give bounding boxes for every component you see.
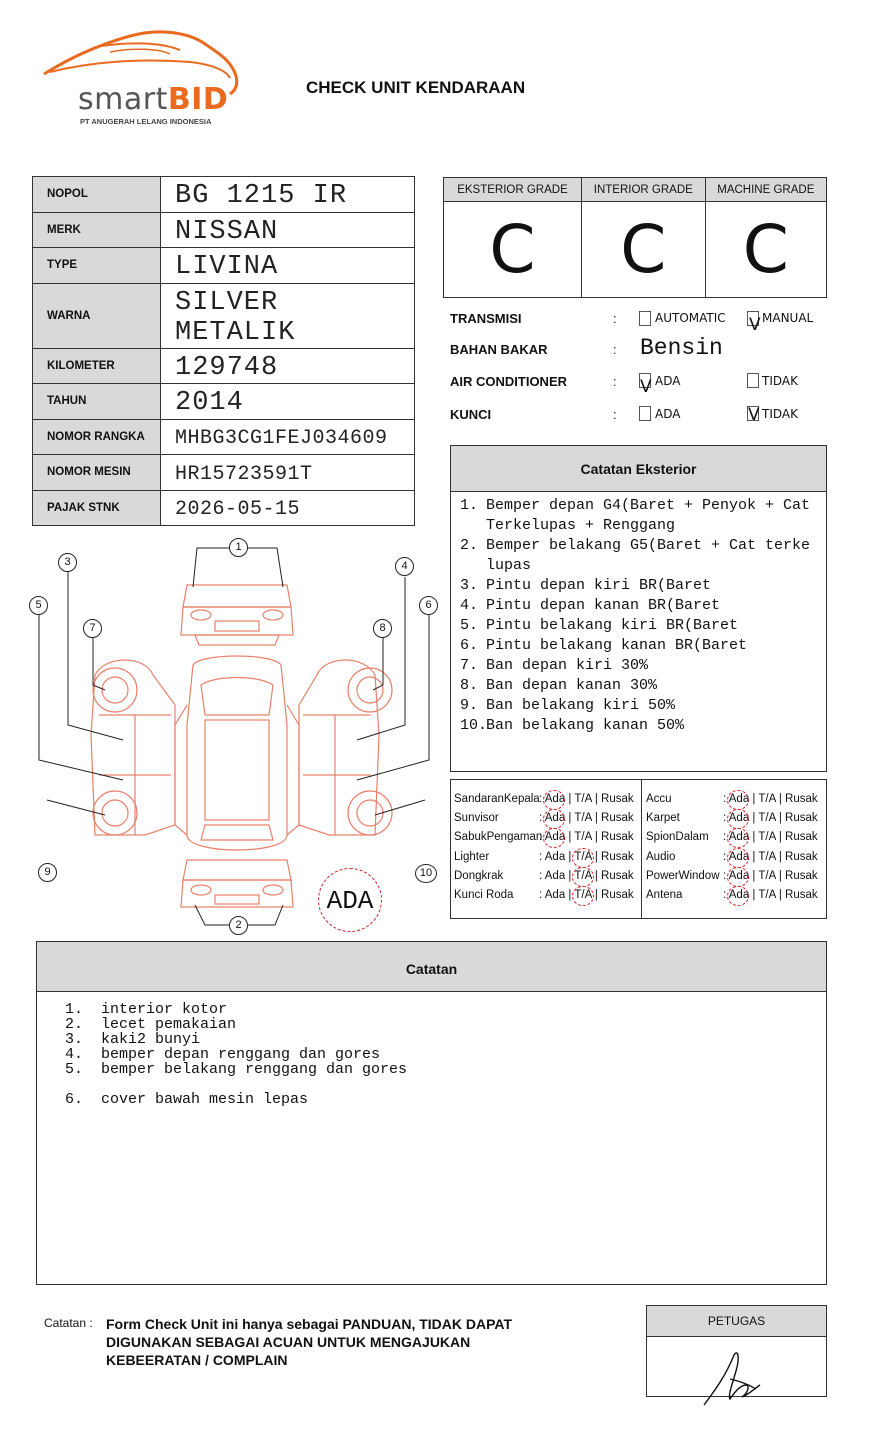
selection-circle-icon	[543, 790, 565, 810]
vehicle-info-row	[33, 177, 415, 213]
accessory-row	[646, 889, 824, 908]
list-item	[460, 676, 826, 696]
accessory-options: : Ada | T/A | Rusak	[539, 869, 634, 882]
list-item	[65, 1017, 826, 1032]
list-item	[65, 1047, 826, 1062]
selection-circle-icon	[727, 867, 749, 887]
item-text: Pintu belakang kanan BR(Baret	[486, 637, 748, 654]
vehicle-field-label: NOMOR RANGKA	[33, 419, 161, 455]
exterior-notes-list	[451, 492, 826, 736]
vehicle-field-label: NOPOL	[33, 177, 161, 213]
vehicle-field-value: MHBG3CG1FEJ034609	[161, 419, 415, 455]
vehicle-field-value: SILVER METALIK	[161, 283, 415, 348]
car-damage-diagram	[25, 535, 445, 940]
list-item	[65, 1092, 826, 1107]
accessory-name: Accu	[646, 793, 672, 805]
list-item	[460, 496, 826, 536]
selection-circle-icon	[727, 809, 749, 829]
callout-marker: 7	[83, 619, 102, 638]
transmission-label: TRANSMISI	[450, 311, 522, 326]
accessory-row	[454, 812, 640, 831]
vehicle-field-value: HR15723591T	[161, 455, 415, 491]
vehicle-info-row	[33, 212, 415, 248]
vehicle-field-value: NISSAN	[161, 212, 415, 248]
colon: :	[613, 407, 617, 422]
selection-circle-icon	[572, 886, 594, 906]
key-tidak-label: TIDAK	[762, 407, 798, 421]
item-text: kaki2 bunyi	[101, 1031, 201, 1048]
item-text: bemper depan renggang dan gores	[101, 1046, 381, 1063]
page-title: CHECK UNIT KENDARAAN	[306, 78, 526, 97]
fuel-value: Bensin	[640, 335, 723, 361]
accessory-options: : Ada | T/A | Rusak	[539, 793, 634, 805]
selection-circle-icon	[727, 790, 749, 810]
ac-tidak-label: TIDAK	[762, 374, 798, 388]
list-item	[460, 636, 826, 656]
vehicle-info-row	[33, 348, 415, 384]
item-text: bemper belakang renggang dan gores	[101, 1061, 408, 1078]
item-number: 3.	[460, 577, 479, 594]
item-number: 5.	[65, 1061, 84, 1078]
vehicle-info-row	[33, 384, 415, 420]
item-number: 4.	[65, 1046, 84, 1063]
list-item	[460, 536, 826, 576]
logo-wordmark: smartBID	[78, 82, 229, 117]
item-text: interior kotor	[101, 1001, 228, 1018]
list-item	[460, 616, 826, 636]
selection-circle-icon	[543, 828, 565, 848]
vehicle-field-value: BG 1215 IR	[161, 177, 415, 213]
ac-ada-label: ADA	[655, 374, 681, 388]
vehicle-field-label: MERK	[33, 212, 161, 248]
vehicle-field-value: 2026-05-15	[161, 490, 415, 526]
vehicle-info-row	[33, 248, 415, 284]
accessory-options: : Ada | T/A | Rusak	[539, 812, 634, 825]
selection-circle-icon	[572, 867, 594, 887]
interior-grade-header: INTERIOR GRADE	[581, 178, 705, 202]
fuel-label: BAHAN BAKAR	[450, 342, 548, 357]
callout-marker: 9	[38, 863, 57, 882]
signature-icon	[690, 1345, 770, 1410]
accessory-name: PowerWindow	[646, 869, 720, 882]
notes-panel	[36, 941, 827, 1285]
notes-title: Catatan	[37, 942, 826, 992]
vehicle-field-value: 129748	[161, 348, 415, 384]
footer-label: Catatan :	[44, 1316, 93, 1330]
accessory-name: SabukPengaman	[454, 831, 543, 844]
selection-circle-icon	[727, 848, 749, 868]
vehicle-field-label: PAJAK STNK	[33, 490, 161, 526]
accessory-row	[454, 793, 640, 812]
key-label: KUNCI	[450, 407, 492, 422]
vehicle-field-value: LIVINA	[161, 248, 415, 284]
item-number: 9.	[460, 697, 479, 714]
callout-marker: 4	[395, 557, 414, 576]
automatic-label: AUTOMATIC	[655, 311, 726, 325]
item-text: Ban depan kiri 30%	[486, 657, 649, 674]
callout-marker: 6	[419, 596, 438, 615]
vehicle-info-row	[33, 455, 415, 491]
item-text: Bemper belakang G5(Baret + Cat terke lupas	[486, 537, 811, 574]
ada-stamp: ADA	[318, 868, 382, 932]
item-text: Ban depan kanan 30%	[486, 677, 658, 694]
accessory-options: : Ada | T/A | Rusak	[539, 889, 634, 901]
vehicle-field-value: 2014	[161, 384, 415, 420]
item-text: Pintu depan kiri BR(Baret	[486, 577, 712, 594]
check-mark-icon: V	[749, 315, 761, 335]
colon: :	[613, 374, 617, 389]
item-text: lecet pemakaian	[101, 1016, 237, 1033]
vehicle-field-label: WARNA	[33, 283, 161, 348]
accessory-options: : Ada | T/A | Rusak	[723, 812, 818, 825]
item-text: Bemper depan G4(Baret + Penyok + Cat Terkelupas + Renggang	[486, 497, 811, 534]
accessory-name: Dongkrak	[454, 869, 504, 882]
manual-label: MANUAL	[762, 311, 814, 325]
interior-grade-value: C	[581, 202, 705, 298]
callout-marker: 3	[58, 553, 77, 572]
accessory-options: : Ada | T/A | Rusak	[723, 850, 818, 863]
list-item	[460, 696, 826, 716]
ac-label: AIR CONDITIONER	[450, 374, 567, 389]
selection-circle-icon	[543, 809, 565, 829]
exterior-notes-title: Catatan Eksterior	[451, 446, 826, 492]
callout-marker: 5	[29, 596, 48, 615]
vehicle-info-row	[33, 419, 415, 455]
accessory-name: Audio	[646, 850, 676, 863]
item-text: Pintu belakang kiri BR(Baret	[486, 617, 739, 634]
item-number: 1.	[65, 1001, 84, 1018]
colon: :	[613, 342, 617, 357]
accessory-name: SandaranKepala	[454, 793, 540, 805]
callout-marker: 1	[229, 538, 248, 557]
item-text: Ban belakang kanan 50%	[486, 717, 685, 734]
officer-title: PETUGAS	[647, 1306, 826, 1337]
vehicle-field-label: TYPE	[33, 248, 161, 284]
selection-circle-icon	[572, 848, 594, 868]
selection-circle-icon	[727, 828, 749, 848]
selection-circle-icon	[727, 886, 749, 906]
accessory-name: Sunvisor	[454, 812, 499, 825]
accessory-row	[454, 851, 640, 870]
item-number: 1.	[460, 497, 479, 514]
accessories-panel	[450, 779, 827, 919]
divider	[641, 780, 642, 918]
automatic-checkbox[interactable]	[639, 311, 651, 326]
accessory-name: Antena	[646, 889, 683, 901]
accessory-name: Lighter	[454, 850, 490, 863]
accessory-name: Karpet	[646, 812, 680, 825]
grade-table	[443, 177, 827, 298]
callout-marker: 10	[415, 864, 437, 883]
accessory-name: SpionDalam	[646, 831, 709, 844]
check-mark-icon: V	[640, 377, 652, 397]
item-number: 6.	[460, 637, 479, 654]
item-text: cover bawah mesin lepas	[101, 1091, 309, 1108]
accessory-options: : Ada | T/A | Rusak	[539, 831, 634, 844]
accessory-options: : Ada | T/A | Rusak	[723, 793, 818, 805]
exterior-grade-header: EKSTERIOR GRADE	[444, 178, 582, 202]
key-ada-label: ADA	[655, 407, 681, 421]
machine-grade-header: MACHINE GRADE	[705, 178, 826, 202]
list-item	[65, 1062, 826, 1077]
item-number: 2.	[460, 537, 479, 554]
vehicle-field-label: TAHUN	[33, 384, 161, 420]
vehicle-info-row	[33, 490, 415, 526]
list-item	[460, 596, 826, 616]
logo-subtitle: PT ANUGERAH LELANG INDONESIA	[80, 117, 212, 126]
item-text: Ban belakang kiri 50%	[486, 697, 676, 714]
item-number: 5.	[460, 617, 479, 634]
accessory-options: : Ada | T/A | Rusak	[723, 889, 818, 901]
list-item	[460, 716, 826, 736]
key-ada-checkbox[interactable]	[639, 406, 651, 421]
callout-marker: 2	[229, 916, 248, 935]
accessory-options: : Ada | T/A | Rusak	[723, 831, 818, 844]
colon: :	[613, 311, 617, 326]
accessory-row	[454, 889, 640, 908]
item-number: 3.	[65, 1031, 84, 1048]
item-number: 10.	[460, 717, 488, 734]
list-item	[460, 576, 826, 596]
accessory-options: : Ada | T/A | Rusak	[539, 850, 634, 863]
callout-marker: 8	[373, 619, 392, 638]
item-text: Pintu depan kanan BR(Baret	[486, 597, 721, 614]
accessory-name: Kunci Roda	[454, 889, 514, 901]
notes-list	[37, 992, 826, 1107]
item-number: 8.	[460, 677, 479, 694]
vehicle-field-label: KILOMETER	[33, 348, 161, 384]
list-item	[460, 656, 826, 676]
item-number: 7.	[460, 657, 479, 674]
ac-tidak-checkbox[interactable]	[747, 373, 759, 388]
item-number: 6.	[65, 1091, 84, 1108]
footer-disclaimer: Form Check Unit ini hanya sebagai PANDUAN, TIDAK DAPAT DIGUNAKAN SEBAGAI ACUAN UNTUK MENGAJUKAN KEBEERATAN / COMPLAIN	[106, 1316, 513, 1368]
machine-grade-value: C	[705, 202, 826, 298]
vehicle-field-label: NOMOR MESIN	[33, 455, 161, 491]
check-mark-icon: V	[748, 405, 760, 425]
vehicle-info-table	[32, 176, 415, 526]
accessory-row	[454, 831, 640, 850]
exterior-notes-panel	[450, 445, 827, 772]
list-item	[65, 1032, 826, 1047]
accessory-row	[454, 870, 640, 889]
item-number: 2.	[65, 1016, 84, 1033]
vehicle-info-row	[33, 283, 415, 348]
exterior-grade-value: C	[444, 202, 582, 298]
list-item	[65, 1002, 826, 1017]
accessory-options: : Ada | T/A | Rusak	[723, 869, 818, 882]
item-number: 4.	[460, 597, 479, 614]
